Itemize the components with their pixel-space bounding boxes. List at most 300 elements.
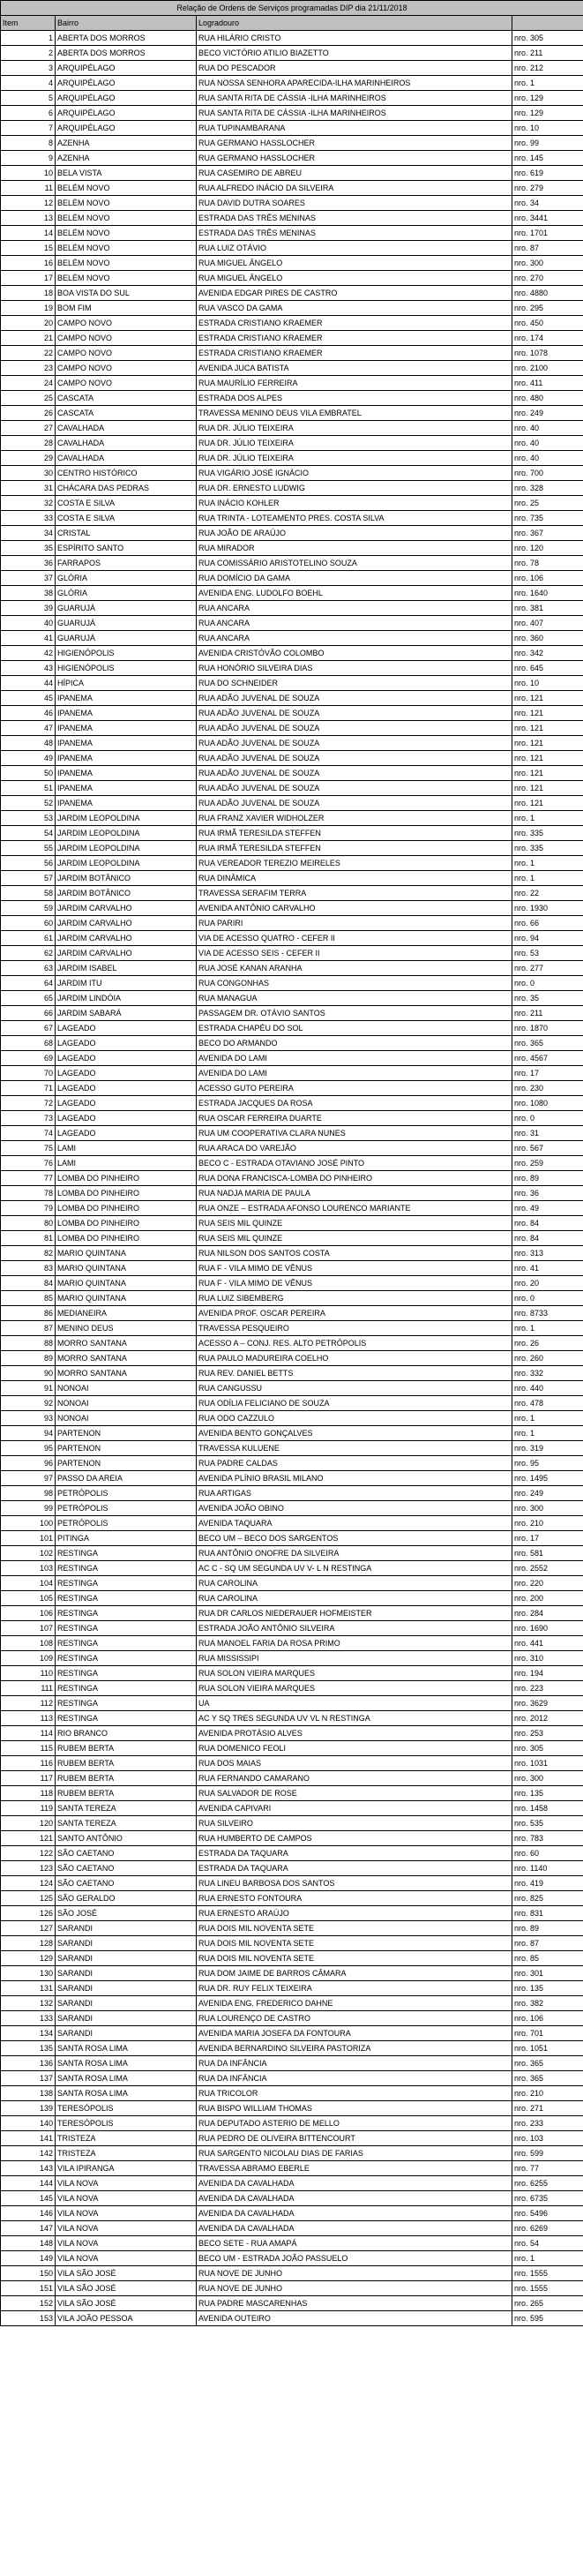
cell-bairro: MARIO QUINTANA bbox=[56, 1291, 197, 1306]
cell-bairro: IPANEMA bbox=[56, 706, 197, 721]
cell-numero: nro. 301 bbox=[512, 1966, 583, 1981]
cell-bairro: LOMBA DO PINHEIRO bbox=[56, 1171, 197, 1186]
cell-bairro: GUARUJÁ bbox=[56, 616, 197, 631]
cell-numero: nro. 328 bbox=[512, 481, 583, 496]
cell-bairro: VILA SÃO JOSÉ bbox=[56, 2281, 197, 2296]
cell-bairro: SARANDI bbox=[56, 1921, 197, 1936]
cell-bairro: VILA SÃO JOSÉ bbox=[56, 2296, 197, 2311]
cell-bairro: TRISTEZA bbox=[56, 2146, 197, 2161]
cell-bairro: SARANDI bbox=[56, 1966, 197, 1981]
cell-logradouro: TRAVESSA PESQUEIRO bbox=[197, 1321, 512, 1336]
cell-numero: nro. 31 bbox=[512, 1126, 583, 1141]
cell-logradouro: RUA VEREADOR TEREZIO MEIRELES bbox=[197, 856, 512, 871]
cell-logradouro: AVENIDA DA CAVALHADA bbox=[197, 2221, 512, 2236]
cell-logradouro: RUA MIGUEL ÂNGELO bbox=[197, 271, 512, 286]
cell-bairro: RESTINGA bbox=[56, 1636, 197, 1651]
cell-numero: nro. 89 bbox=[512, 1921, 583, 1936]
cell-logradouro: ESTRADA DAS TRÊS MENINAS bbox=[197, 211, 512, 226]
cell-numero: nro. 174 bbox=[512, 331, 583, 346]
cell-item: 32 bbox=[1, 496, 56, 511]
cell-bairro: COSTA E SILVA bbox=[56, 511, 197, 526]
cell-logradouro: RUA UM COOPERATIVA CLARA NUNES bbox=[197, 1126, 512, 1141]
cell-logradouro: RUA LINEU BARBOSA DOS SANTOS bbox=[197, 1876, 512, 1891]
cell-bairro: NONOAI bbox=[56, 1396, 197, 1411]
cell-logradouro: AVENIDA EDGAR PIRES DE CASTRO bbox=[197, 286, 512, 301]
cell-logradouro: TRAVESSA SERAFIM TERRA bbox=[197, 886, 512, 901]
cell-numero: nro. 581 bbox=[512, 1546, 583, 1561]
cell-bairro: PETRÓPOLIS bbox=[56, 1516, 197, 1531]
cell-logradouro: RUA F - VILA MIMO DE VÊNUS bbox=[197, 1276, 512, 1291]
cell-bairro: RESTINGA bbox=[56, 1696, 197, 1711]
cell-logradouro: RUA DAVID DUTRA SOARES bbox=[197, 196, 512, 211]
cell-logradouro: RUA ODO CAZZULO bbox=[197, 1411, 512, 1426]
cell-bairro: MARIO QUINTANA bbox=[56, 1246, 197, 1261]
cell-bairro: SANTA TEREZA bbox=[56, 1816, 197, 1831]
cell-bairro: SARANDI bbox=[56, 1951, 197, 1966]
table-row bbox=[1, 1861, 583, 1876]
cell-item: 115 bbox=[1, 1741, 56, 1756]
cell-bairro: MEDIANEIRA bbox=[56, 1306, 197, 1321]
cell-item: 108 bbox=[1, 1636, 56, 1651]
cell-item: 46 bbox=[1, 706, 56, 721]
table-row bbox=[1, 1021, 583, 1036]
cell-bairro: IPANEMA bbox=[56, 781, 197, 796]
cell-bairro: SANTA TEREZA bbox=[56, 1801, 197, 1816]
cell-numero: nro. 0 bbox=[512, 976, 583, 991]
cell-logradouro: RUA TRICOLOR bbox=[197, 2086, 512, 2101]
table-row bbox=[1, 1681, 583, 1696]
cell-numero: nro. 1 bbox=[512, 871, 583, 886]
cell-numero: nro. 319 bbox=[512, 1441, 583, 1456]
column-header-numero bbox=[512, 16, 583, 31]
cell-numero: nro. 342 bbox=[512, 646, 583, 661]
table-row bbox=[1, 1996, 583, 2011]
cell-item: 11 bbox=[1, 181, 56, 196]
cell-logradouro: RUA NOVE DE JUNHO bbox=[197, 2266, 512, 2281]
table-row bbox=[1, 301, 583, 316]
cell-numero: nro. 106 bbox=[512, 571, 583, 586]
cell-bairro: VILA NOVA bbox=[56, 2251, 197, 2266]
cell-numero: nro. 265 bbox=[512, 2296, 583, 2311]
cell-item: 29 bbox=[1, 451, 56, 466]
table-row bbox=[1, 601, 583, 616]
cell-numero: nro. 121 bbox=[512, 706, 583, 721]
table-row bbox=[1, 496, 583, 511]
cell-numero: nro. 0 bbox=[512, 1291, 583, 1306]
table-row bbox=[1, 436, 583, 451]
cell-bairro: SARANDI bbox=[56, 1996, 197, 2011]
cell-bairro: GLÓRIA bbox=[56, 586, 197, 601]
cell-numero: nro. 77 bbox=[512, 2161, 583, 2176]
cell-numero: nro. 10 bbox=[512, 121, 583, 136]
cell-item: 134 bbox=[1, 2026, 56, 2041]
cell-logradouro: RUA DR CARLOS NIEDERAUER HOFMEISTER bbox=[197, 1606, 512, 1621]
cell-numero: nro. 210 bbox=[512, 2086, 583, 2101]
cell-bairro: AZENHA bbox=[56, 136, 197, 151]
cell-item: 80 bbox=[1, 1216, 56, 1231]
cell-bairro: JARDIM LEOPOLDINA bbox=[56, 841, 197, 856]
cell-bairro: TRISTEZA bbox=[56, 2131, 197, 2146]
table-row bbox=[1, 2251, 583, 2266]
cell-item: 69 bbox=[1, 1051, 56, 1066]
cell-logradouro: AVENIDA JOÃO OBINO bbox=[197, 1501, 512, 1516]
cell-bairro: JARDIM LEOPOLDINA bbox=[56, 856, 197, 871]
cell-logradouro: RUA LUIZ OTÁVIO bbox=[197, 241, 512, 256]
cell-item: 128 bbox=[1, 1936, 56, 1951]
table-row bbox=[1, 1336, 583, 1351]
cell-numero: nro. 305 bbox=[512, 31, 583, 46]
cell-logradouro: RUA SANTA RITA DE CÁSSIA -ILHA MARINHEIROS bbox=[197, 91, 512, 106]
cell-logradouro: ESTRADA CRISTIANO KRAEMER bbox=[197, 316, 512, 331]
table-row bbox=[1, 451, 583, 466]
table-row bbox=[1, 826, 583, 841]
table-row bbox=[1, 46, 583, 61]
cell-logradouro: RUA SANTA RITA DE CÁSSIA -ILHA MARINHEIROS bbox=[197, 106, 512, 121]
cell-logradouro: RUA MANOEL FARIA DA ROSA PRIMO bbox=[197, 1636, 512, 1651]
cell-bairro: CAMPO NOVO bbox=[56, 316, 197, 331]
table-row bbox=[1, 1786, 583, 1801]
table-row bbox=[1, 646, 583, 661]
cell-bairro: IPANEMA bbox=[56, 721, 197, 736]
cell-numero: nro. 4567 bbox=[512, 1051, 583, 1066]
table-row bbox=[1, 736, 583, 751]
cell-logradouro: AVENIDA PROTÁSIO ALVES bbox=[197, 1726, 512, 1741]
cell-numero: nro. 279 bbox=[512, 181, 583, 196]
cell-item: 101 bbox=[1, 1531, 56, 1546]
cell-bairro: PARTENON bbox=[56, 1456, 197, 1471]
cell-numero: nro. 22 bbox=[512, 886, 583, 901]
column-header-bairro: Bairro bbox=[56, 16, 197, 31]
cell-bairro: RESTINGA bbox=[56, 1561, 197, 1576]
cell-item: 113 bbox=[1, 1711, 56, 1726]
cell-bairro: IPANEMA bbox=[56, 736, 197, 751]
cell-logradouro: RUA MIGUEL ÂNGELO bbox=[197, 256, 512, 271]
cell-numero: nro. 87 bbox=[512, 241, 583, 256]
cell-logradouro: RUA OSCAR FERREIRA DUARTE bbox=[197, 1111, 512, 1126]
cell-item: 15 bbox=[1, 241, 56, 256]
cell-logradouro: RUA VASCO DA GAMA bbox=[197, 301, 512, 316]
cell-item: 47 bbox=[1, 721, 56, 736]
cell-bairro: LAGEADO bbox=[56, 1021, 197, 1036]
cell-item: 45 bbox=[1, 691, 56, 706]
cell-logradouro: BECO SETE - RUA AMAPÁ bbox=[197, 2236, 512, 2251]
table-row bbox=[1, 1201, 583, 1216]
cell-item: 107 bbox=[1, 1621, 56, 1636]
cell-bairro: LAGEADO bbox=[56, 1096, 197, 1111]
cell-logradouro: RUA DR. JÚLIO TEIXEIRA bbox=[197, 451, 512, 466]
table-row bbox=[1, 1471, 583, 1486]
cell-numero: nro. 54 bbox=[512, 2236, 583, 2251]
cell-bairro: HIGIENÓPOLIS bbox=[56, 661, 197, 676]
cell-logradouro: RUA HILÁRIO CRISTO bbox=[197, 31, 512, 46]
cell-item: 91 bbox=[1, 1381, 56, 1396]
cell-numero: nro. 36 bbox=[512, 1186, 583, 1201]
cell-numero: nro. 407 bbox=[512, 616, 583, 631]
cell-bairro: RESTINGA bbox=[56, 1576, 197, 1591]
table-row bbox=[1, 841, 583, 856]
cell-logradouro: ESTRADA DOS ALPES bbox=[197, 391, 512, 406]
table-row bbox=[1, 2056, 583, 2071]
table-row bbox=[1, 901, 583, 916]
cell-bairro: PARTENON bbox=[56, 1426, 197, 1441]
cell-logradouro: TRAVESSA ABRAMO EBERLE bbox=[197, 2161, 512, 2176]
title-row bbox=[1, 1, 583, 16]
cell-numero: nro. 0 bbox=[512, 1111, 583, 1126]
table-row bbox=[1, 1126, 583, 1141]
cell-numero: nro. 1031 bbox=[512, 1756, 583, 1771]
table-row bbox=[1, 1351, 583, 1366]
cell-item: 119 bbox=[1, 1801, 56, 1816]
cell-item: 41 bbox=[1, 631, 56, 646]
cell-item: 110 bbox=[1, 1666, 56, 1681]
cell-item: 58 bbox=[1, 886, 56, 901]
cell-numero: nro. 480 bbox=[512, 391, 583, 406]
cell-numero: nro. 84 bbox=[512, 1231, 583, 1246]
table-row bbox=[1, 2086, 583, 2101]
cell-numero: nro. 53 bbox=[512, 946, 583, 961]
table-row bbox=[1, 1576, 583, 1591]
cell-bairro: VILA NOVA bbox=[56, 2176, 197, 2191]
cell-item: 132 bbox=[1, 1996, 56, 2011]
cell-item: 18 bbox=[1, 286, 56, 301]
table-row bbox=[1, 2236, 583, 2251]
cell-numero: nro. 211 bbox=[512, 1006, 583, 1021]
cell-bairro: BELÉM NOVO bbox=[56, 211, 197, 226]
cell-item: 90 bbox=[1, 1366, 56, 1381]
cell-bairro: GUARUJÁ bbox=[56, 631, 197, 646]
table-row bbox=[1, 481, 583, 496]
cell-logradouro: RUA FERNANDO CAMARANO bbox=[197, 1771, 512, 1786]
cell-logradouro: RUA ADÃO JUVENAL DE SOUZA bbox=[197, 796, 512, 811]
table-row bbox=[1, 1891, 583, 1906]
table-row bbox=[1, 1636, 583, 1651]
cell-item: 23 bbox=[1, 361, 56, 376]
cell-item: 148 bbox=[1, 2236, 56, 2251]
cell-item: 147 bbox=[1, 2221, 56, 2236]
cell-item: 150 bbox=[1, 2266, 56, 2281]
cell-item: 98 bbox=[1, 1486, 56, 1501]
table-row bbox=[1, 151, 583, 166]
cell-numero: nro. 619 bbox=[512, 166, 583, 181]
cell-item: 49 bbox=[1, 751, 56, 766]
cell-numero: nro. 300 bbox=[512, 1771, 583, 1786]
cell-item: 88 bbox=[1, 1336, 56, 1351]
table-row bbox=[1, 811, 583, 826]
cell-logradouro: RUA DR. RUY FELIX TEIXEIRA bbox=[197, 1981, 512, 1996]
table-row bbox=[1, 91, 583, 106]
table-head bbox=[1, 1, 583, 31]
cell-logradouro: RUA BISPO WILLIAM THOMAS bbox=[197, 2101, 512, 2116]
table-row bbox=[1, 1051, 583, 1066]
cell-item: 34 bbox=[1, 526, 56, 541]
cell-numero: nro. 249 bbox=[512, 406, 583, 421]
cell-item: 74 bbox=[1, 1126, 56, 1141]
table-row bbox=[1, 616, 583, 631]
cell-item: 92 bbox=[1, 1396, 56, 1411]
table-row bbox=[1, 886, 583, 901]
cell-numero: nro. 1690 bbox=[512, 1621, 583, 1636]
cell-numero: nro. 4880 bbox=[512, 286, 583, 301]
cell-logradouro: RUA DO PESCADOR bbox=[197, 61, 512, 76]
cell-bairro: AZENHA bbox=[56, 151, 197, 166]
cell-logradouro: RUA NOSSA SENHORA APARECIDA-ILHA MARINHEIROS bbox=[197, 76, 512, 91]
table-row bbox=[1, 1426, 583, 1441]
cell-logradouro: RUA ALFREDO INÁCIO DA SILVEIRA bbox=[197, 181, 512, 196]
cell-numero: nro. 735 bbox=[512, 511, 583, 526]
cell-bairro: BELÉM NOVO bbox=[56, 226, 197, 241]
table-row bbox=[1, 1816, 583, 1831]
cell-numero: nro. 6735 bbox=[512, 2191, 583, 2206]
cell-item: 89 bbox=[1, 1351, 56, 1366]
cell-numero: nro. 40 bbox=[512, 436, 583, 451]
cell-item: 51 bbox=[1, 781, 56, 796]
cell-item: 93 bbox=[1, 1411, 56, 1426]
cell-numero: nro. 220 bbox=[512, 1576, 583, 1591]
cell-logradouro: RUA PADRE MASCARENHAS bbox=[197, 2296, 512, 2311]
cell-bairro: MARIO QUINTANA bbox=[56, 1276, 197, 1291]
cell-bairro: CAVALHADA bbox=[56, 436, 197, 451]
cell-item: 54 bbox=[1, 826, 56, 841]
table-row bbox=[1, 406, 583, 421]
cell-item: 43 bbox=[1, 661, 56, 676]
cell-item: 13 bbox=[1, 211, 56, 226]
cell-bairro: CHÁCARA DAS PEDRAS bbox=[56, 481, 197, 496]
cell-item: 123 bbox=[1, 1861, 56, 1876]
cell-bairro: VILA NOVA bbox=[56, 2206, 197, 2221]
column-header-logradouro: Logradouro bbox=[197, 16, 512, 31]
cell-item: 3 bbox=[1, 61, 56, 76]
table-row bbox=[1, 961, 583, 976]
cell-bairro: LOMBA DO PINHEIRO bbox=[56, 1201, 197, 1216]
table-row bbox=[1, 1306, 583, 1321]
table-row bbox=[1, 2146, 583, 2161]
cell-item: 105 bbox=[1, 1591, 56, 1606]
cell-item: 84 bbox=[1, 1276, 56, 1291]
cell-item: 129 bbox=[1, 1951, 56, 1966]
table-row bbox=[1, 1006, 583, 1021]
cell-bairro: BELÉM NOVO bbox=[56, 241, 197, 256]
cell-logradouro: RUA ADÃO JUVENAL DE SOUZA bbox=[197, 691, 512, 706]
cell-logradouro: RUA ERNESTO FONTOURA bbox=[197, 1891, 512, 1906]
cell-item: 63 bbox=[1, 961, 56, 976]
cell-logradouro: RUA IRMÃ TERESILDA STEFFEN bbox=[197, 826, 512, 841]
cell-bairro: TERESÓPOLIS bbox=[56, 2116, 197, 2131]
cell-bairro: JARDIM CARVALHO bbox=[56, 916, 197, 931]
cell-logradouro: RUA ONZE – ESTRADA AFONSO LOURENCO MARIANTE bbox=[197, 1201, 512, 1216]
cell-logradouro: RUA MANAGUA bbox=[197, 991, 512, 1006]
table-row bbox=[1, 166, 583, 181]
cell-bairro: ARQUIPÉLAGO bbox=[56, 76, 197, 91]
table-row bbox=[1, 1261, 583, 1276]
table-row bbox=[1, 2206, 583, 2221]
cell-logradouro: RUA DR. JÚLIO TEIXEIRA bbox=[197, 436, 512, 451]
cell-item: 65 bbox=[1, 991, 56, 1006]
cell-item: 76 bbox=[1, 1156, 56, 1171]
cell-bairro: LAGEADO bbox=[56, 1111, 197, 1126]
cell-item: 87 bbox=[1, 1321, 56, 1336]
cell-logradouro: RUA NADJA MARIA DE PAULA bbox=[197, 1186, 512, 1201]
cell-numero: nro. 277 bbox=[512, 961, 583, 976]
cell-item: 138 bbox=[1, 2086, 56, 2101]
table-row bbox=[1, 2131, 583, 2146]
cell-logradouro: RUA CAROLINA bbox=[197, 1591, 512, 1606]
cell-item: 22 bbox=[1, 346, 56, 361]
cell-logradouro: RUA GERMANO HASSLOCHER bbox=[197, 151, 512, 166]
cell-item: 28 bbox=[1, 436, 56, 451]
cell-bairro: ARQUIPÉLAGO bbox=[56, 61, 197, 76]
cell-bairro: CENTRO HISTÓRICO bbox=[56, 466, 197, 481]
cell-numero: nro. 99 bbox=[512, 136, 583, 151]
cell-numero: nro. 783 bbox=[512, 1831, 583, 1846]
table-row bbox=[1, 1876, 583, 1891]
cell-logradouro: RUA ADÃO JUVENAL DE SOUZA bbox=[197, 766, 512, 781]
cell-item: 83 bbox=[1, 1261, 56, 1276]
cell-item: 79 bbox=[1, 1201, 56, 1216]
cell-numero: nro. 1 bbox=[512, 1426, 583, 1441]
cell-item: 135 bbox=[1, 2041, 56, 2056]
cell-item: 19 bbox=[1, 301, 56, 316]
cell-numero: nro. 129 bbox=[512, 91, 583, 106]
table-row bbox=[1, 1276, 583, 1291]
table-row bbox=[1, 1141, 583, 1156]
cell-numero: nro. 1870 bbox=[512, 1021, 583, 1036]
cell-item: 6 bbox=[1, 106, 56, 121]
cell-bairro: JARDIM ISABEL bbox=[56, 961, 197, 976]
cell-logradouro: RUA DO SCHNEIDER bbox=[197, 676, 512, 691]
cell-logradouro: RUA NOVE DE JUNHO bbox=[197, 2281, 512, 2296]
cell-numero: nro. 129 bbox=[512, 106, 583, 121]
cell-numero: nro. 211 bbox=[512, 46, 583, 61]
cell-numero: nro. 87 bbox=[512, 1936, 583, 1951]
cell-item: 72 bbox=[1, 1096, 56, 1111]
cell-logradouro: RUA ADÃO JUVENAL DE SOUZA bbox=[197, 721, 512, 736]
cell-logradouro: RUA DOIS MIL NOVENTA SETE bbox=[197, 1921, 512, 1936]
cell-item: 82 bbox=[1, 1246, 56, 1261]
cell-numero: nro. 85 bbox=[512, 1951, 583, 1966]
cell-logradouro: RUA IRMÃ TERESILDA STEFFEN bbox=[197, 841, 512, 856]
cell-bairro: SARANDI bbox=[56, 2026, 197, 2041]
cell-numero: nro. 94 bbox=[512, 931, 583, 946]
cell-numero: nro. 367 bbox=[512, 526, 583, 541]
table-row bbox=[1, 1171, 583, 1186]
cell-bairro: RESTINGA bbox=[56, 1621, 197, 1636]
cell-item: 44 bbox=[1, 676, 56, 691]
table-row bbox=[1, 1606, 583, 1621]
cell-numero: nro. 212 bbox=[512, 61, 583, 76]
cell-numero: nro. 200 bbox=[512, 1591, 583, 1606]
cell-bairro: CASCATA bbox=[56, 391, 197, 406]
cell-item: 97 bbox=[1, 1471, 56, 1486]
cell-item: 137 bbox=[1, 2071, 56, 2086]
cell-numero: nro. 121 bbox=[512, 751, 583, 766]
cell-numero: nro. 25 bbox=[512, 496, 583, 511]
cell-bairro: LAGEADO bbox=[56, 1126, 197, 1141]
table-row bbox=[1, 76, 583, 91]
cell-logradouro: RUA CASEMIRO DE ABREU bbox=[197, 166, 512, 181]
table-row bbox=[1, 1441, 583, 1456]
cell-logradouro: RUA SALVADOR DE ROSE bbox=[197, 1786, 512, 1801]
cell-bairro: HIGIENÓPOLIS bbox=[56, 646, 197, 661]
cell-bairro: LAGEADO bbox=[56, 1051, 197, 1066]
cell-numero: nro. 1555 bbox=[512, 2281, 583, 2296]
table-row bbox=[1, 1366, 583, 1381]
cell-item: 102 bbox=[1, 1546, 56, 1561]
cell-numero: nro. 567 bbox=[512, 1141, 583, 1156]
cell-logradouro: RUA DOS MAIAS bbox=[197, 1756, 512, 1771]
cell-numero: nro. 645 bbox=[512, 661, 583, 676]
cell-numero: nro. 441 bbox=[512, 1636, 583, 1651]
table-row bbox=[1, 721, 583, 736]
